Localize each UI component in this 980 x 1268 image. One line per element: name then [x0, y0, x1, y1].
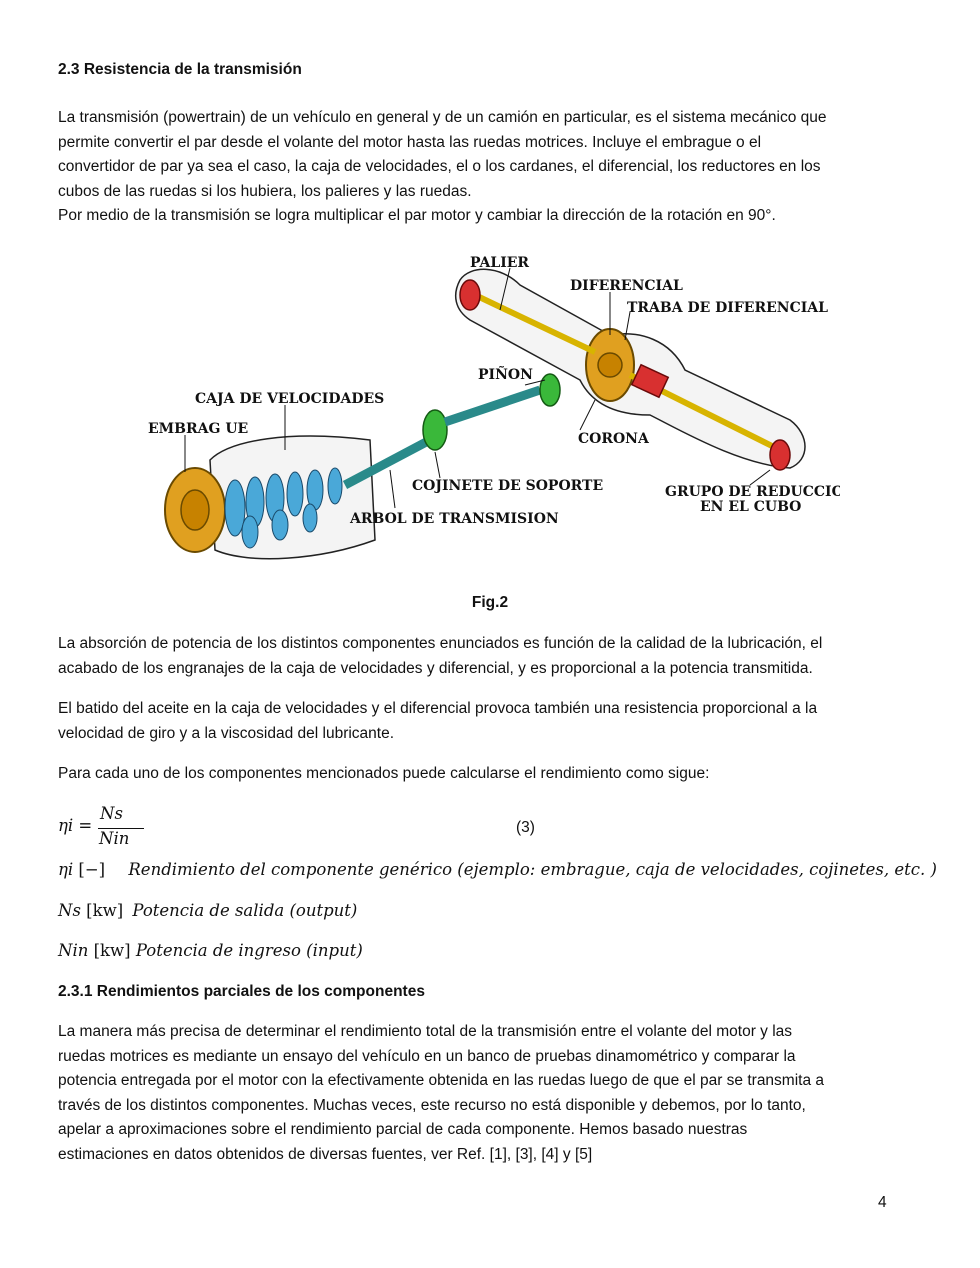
- support-bearing: [423, 410, 447, 450]
- subsection-title: 2.3.1 Rendimientos parciales de los componentes: [58, 983, 425, 1000]
- label-grupo-2: EN EL CUBO: [700, 499, 802, 515]
- label-traba: TRABA DE DIFERENCIAL: [627, 300, 828, 316]
- definition-nin: [58, 941, 363, 960]
- text-line: apelar a aproximaciones sobre el rendimiento parcial de cada componente. Hemos basado nuestras: [58, 1121, 748, 1138]
- def-symbol: Ns: [58, 901, 81, 920]
- def-text: Potencia de ingreso (input): [135, 941, 363, 960]
- label-diferencial: DIFERENCIAL: [570, 278, 683, 294]
- label-arbol: ARBOL DE TRANSMISION: [350, 511, 559, 527]
- differential: [598, 353, 622, 377]
- text-line: convertidor de par ya sea el caso, la caja de velocidades, el o los cardanes, el diferencial, los reductores en los: [58, 158, 821, 175]
- def-text: Rendimiento del componente genérico (ejemplo: embrague, caja de velocidades, cojinetes, etc. ): [128, 860, 937, 879]
- text-line: través de los distintos componentes. Muchas veces, este recurso no está disponible y debemos, por lo tanto,: [58, 1096, 806, 1114]
- hub-reduction-left: [460, 280, 480, 310]
- rendimientos-paragraph: [58, 1020, 918, 1167]
- absorcion-paragraph: [58, 632, 918, 681]
- text-line: permite convertir el par desde el volante del motor hasta las ruedas motrices. Incluye el embrague o el: [58, 133, 762, 151]
- def-symbol: ηi: [58, 860, 74, 879]
- drive-shaft-rear: [445, 390, 540, 422]
- clutch-hub: [181, 490, 209, 530]
- def-unit: [kw]: [93, 941, 131, 960]
- definition-eta: [58, 860, 937, 879]
- text-line: La transmisión (powertrain) de un vehículo en general y de un camión en particular, es el sistema mecánico que: [58, 109, 827, 126]
- def-unit: [kw]: [86, 901, 124, 920]
- label-pinon: PIÑON: [478, 367, 533, 383]
- pinion: [540, 374, 560, 406]
- text-line: cubos de las ruedas si los hubiera, los palieres y las ruedas.: [58, 182, 472, 200]
- equation-denominator: Nin: [99, 829, 130, 848]
- label-embrague: EMBRAG UE: [148, 421, 249, 437]
- text-line: potencia entregada por el motor con la efectivamente obtenida en las ruedas luego de que el par se transmita a: [58, 1072, 825, 1089]
- label-corona: CORONA: [578, 431, 649, 447]
- label-grupo-1: GRUPO DE REDUCCION: [665, 484, 840, 500]
- def-text: Potencia de salida (output): [132, 901, 358, 920]
- equation-numerator: Ns: [100, 804, 123, 823]
- text-line: Por medio de la transmisión se logra multiplicar el par motor y cambiar la dirección de la rotación en 90°.: [58, 207, 776, 224]
- def-unit: [−]: [78, 860, 106, 879]
- text-line: velocidad de giro y a la viscosidad del lubricante.: [58, 724, 395, 742]
- intro-paragraph: [58, 106, 918, 229]
- equation-number: (3): [516, 819, 535, 836]
- hub-reduction-right: [770, 440, 790, 470]
- text-line: La absorción de potencia de los distintos componentes enunciados es función de la calidad de la lubricación, el: [58, 635, 823, 652]
- page-number: 4: [878, 1194, 887, 1211]
- text-line: La manera más precisa de determinar el rendimiento total de la transmisión entre el volante del motor y las: [58, 1023, 793, 1040]
- figure-caption: Fig.2: [471, 594, 509, 611]
- def-symbol: Nin: [58, 941, 89, 960]
- text-line: acabado de los engranajes de la caja de velocidades y diferencial, y es proporcional a la potencia transmitida.: [58, 659, 813, 677]
- batido-paragraph: [58, 697, 918, 746]
- text-line: estimaciones en datos obtenidos de diversas fuentes, ver Ref. [1], [3], [4] y [5]: [58, 1145, 593, 1163]
- label-palier: PALIER: [470, 255, 530, 271]
- label-caja: CAJA DE VELOCIDADES: [195, 391, 385, 407]
- text-line: El batido del aceite en la caja de velocidades y el diferencial provoca también una resistencia proporcional a la: [58, 700, 818, 717]
- label-cojinete: COJINETE DE SOPORTE: [412, 478, 604, 494]
- section-title: 2.3 Resistencia de la transmisión: [58, 61, 302, 78]
- text-line: ruedas motrices es mediante un ensayo del vehículo en un banco de pruebas dinamométrico y comparar la: [58, 1047, 796, 1065]
- definition-ns: [58, 901, 357, 920]
- calculo-paragraph: Para cada uno de los componentes mencionados puede calcularse el rendimiento como sigue:: [58, 765, 710, 782]
- equation-lhs: ηi =: [58, 816, 93, 835]
- drivetrain-figure: [140, 240, 840, 575]
